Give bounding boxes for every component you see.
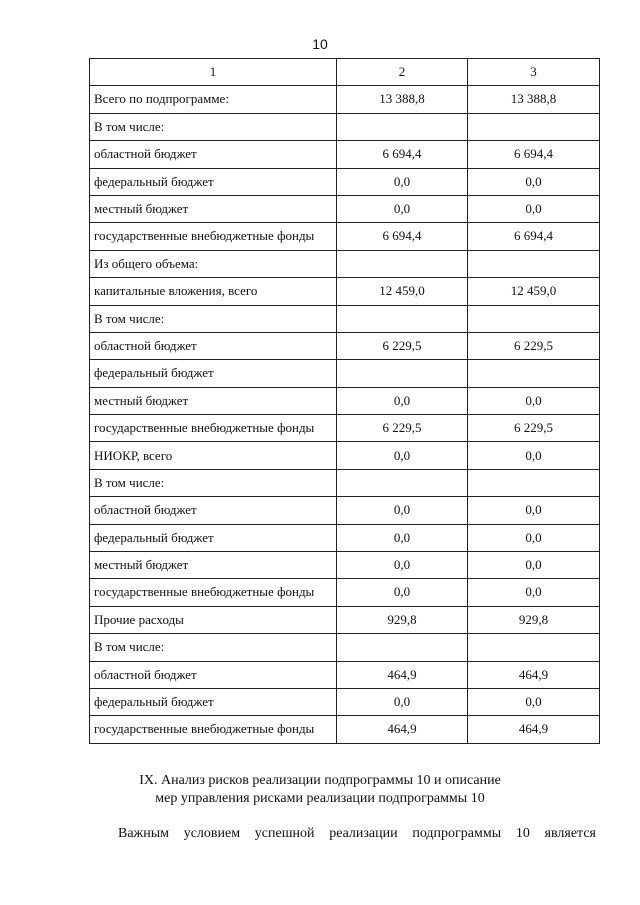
row-value-col-3: 0,0 (468, 497, 600, 524)
row-label: В том числе: (90, 469, 337, 496)
row-value-col-2: 0,0 (337, 497, 468, 524)
section-heading (0, 772, 640, 808)
row-value-col-2: 13 388,8 (337, 86, 468, 113)
row-value-col-2: 0,0 (337, 688, 468, 715)
row-value-col-3: 6 694,4 (468, 223, 600, 250)
table-row (90, 332, 600, 359)
row-value-col-3: 0,0 (468, 688, 600, 715)
row-value-col-3 (468, 113, 600, 140)
row-label: областной бюджет (90, 332, 337, 359)
column-header-3: 3 (468, 59, 600, 86)
row-label: капитальные вложения, всего (90, 278, 337, 305)
row-value-col-3: 0,0 (468, 387, 600, 414)
row-label: федеральный бюджет (90, 360, 337, 387)
row-value-col-3 (468, 634, 600, 661)
row-value-col-3: 6 694,4 (468, 141, 600, 168)
table-row (90, 113, 600, 140)
table-row (90, 634, 600, 661)
row-label: местный бюджет (90, 552, 337, 579)
row-value-col-2: 0,0 (337, 524, 468, 551)
row-label: государственные внебюджетные фонды (90, 415, 337, 442)
table-header-row (90, 59, 600, 86)
row-label: В том числе: (90, 305, 337, 332)
row-value-col-3: 0,0 (468, 579, 600, 606)
row-label: государственные внебюджетные фонды (90, 223, 337, 250)
row-value-col-2 (337, 113, 468, 140)
table-row (90, 305, 600, 332)
table-row (90, 141, 600, 168)
row-value-col-3: 0,0 (468, 195, 600, 222)
column-header-2: 2 (337, 59, 468, 86)
row-value-col-3: 0,0 (468, 168, 600, 195)
row-value-col-3: 13 388,8 (468, 86, 600, 113)
row-label: Всего по подпрограмме: (90, 86, 337, 113)
row-value-col-3 (468, 360, 600, 387)
row-label: федеральный бюджет (90, 168, 337, 195)
row-value-col-2 (337, 305, 468, 332)
table-row (90, 250, 600, 277)
table-row (90, 552, 600, 579)
table-row (90, 86, 600, 113)
row-value-col-2: 0,0 (337, 579, 468, 606)
row-value-col-3 (468, 250, 600, 277)
row-label: федеральный бюджет (90, 688, 337, 715)
table-row (90, 524, 600, 551)
table-body (90, 86, 600, 743)
row-value-col-3: 0,0 (468, 552, 600, 579)
row-value-col-3: 464,9 (468, 716, 600, 743)
row-value-col-2: 0,0 (337, 552, 468, 579)
table-row (90, 195, 600, 222)
row-value-col-2: 0,0 (337, 387, 468, 414)
table-row (90, 606, 600, 633)
row-value-col-3: 6 229,5 (468, 332, 600, 359)
row-label: В том числе: (90, 113, 337, 140)
row-label: местный бюджет (90, 387, 337, 414)
row-value-col-3 (468, 305, 600, 332)
row-label: областной бюджет (90, 141, 337, 168)
table-row (90, 579, 600, 606)
row-value-col-3: 0,0 (468, 442, 600, 469)
row-value-col-2: 6 229,5 (337, 332, 468, 359)
table-row (90, 168, 600, 195)
row-value-col-2: 929,8 (337, 606, 468, 633)
row-value-col-2: 0,0 (337, 442, 468, 469)
column-header-1: 1 (90, 59, 337, 86)
row-value-col-2: 0,0 (337, 195, 468, 222)
row-value-col-2: 12 459,0 (337, 278, 468, 305)
table-row (90, 278, 600, 305)
table-row (90, 469, 600, 496)
row-value-col-2 (337, 634, 468, 661)
row-label: областной бюджет (90, 661, 337, 688)
row-value-col-2: 464,9 (337, 716, 468, 743)
row-value-col-3: 12 459,0 (468, 278, 600, 305)
table-row (90, 661, 600, 688)
row-value-col-2: 6 694,4 (337, 223, 468, 250)
row-label: Прочие расходы (90, 606, 337, 633)
row-label: местный бюджет (90, 195, 337, 222)
body-paragraph: Важным условием успешной реализации подпрограммы 10 является (118, 826, 596, 841)
row-value-col-2: 6 229,5 (337, 415, 468, 442)
row-label: государственные внебюджетные фонды (90, 716, 337, 743)
row-value-col-2 (337, 360, 468, 387)
row-label: федеральный бюджет (90, 524, 337, 551)
row-value-col-2: 464,9 (337, 661, 468, 688)
table-row (90, 688, 600, 715)
row-value-col-3: 929,8 (468, 606, 600, 633)
row-label: государственные внебюджетные фонды (90, 579, 337, 606)
row-value-col-2: 6 694,4 (337, 141, 468, 168)
row-label: областной бюджет (90, 497, 337, 524)
row-value-col-2 (337, 250, 468, 277)
table-row (90, 442, 600, 469)
row-value-col-3 (468, 469, 600, 496)
row-value-col-3: 0,0 (468, 524, 600, 551)
table-row (90, 716, 600, 743)
row-value-col-2 (337, 469, 468, 496)
row-label: В том числе: (90, 634, 337, 661)
section-heading-line-1: IX. Анализ рисков реализации подпрограммы 10 и описание (139, 773, 501, 788)
page-number: 10 (312, 36, 328, 52)
row-value-col-2: 0,0 (337, 168, 468, 195)
row-label: Из общего объема: (90, 250, 337, 277)
section-heading-line-2: мер управления рисками реализации подпрограммы 10 (155, 791, 485, 806)
table-row (90, 415, 600, 442)
table-row (90, 497, 600, 524)
row-value-col-3: 6 229,5 (468, 415, 600, 442)
table-row (90, 360, 600, 387)
table-row (90, 223, 600, 250)
table-row (90, 387, 600, 414)
row-label: НИОКР, всего (90, 442, 337, 469)
row-value-col-3: 464,9 (468, 661, 600, 688)
budget-table (89, 58, 600, 744)
